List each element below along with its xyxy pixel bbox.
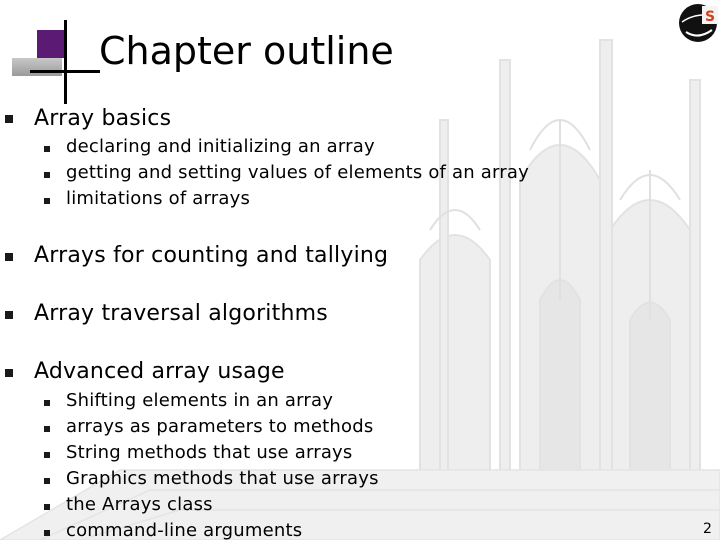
outline-subitem: command-line arguments xyxy=(66,520,303,540)
page-number: 2 xyxy=(703,521,712,537)
outline-subitem: getting and setting values of elements of an array xyxy=(66,162,529,183)
sub-bullet-square-icon xyxy=(44,400,50,406)
outline-subitem: the Arrays class xyxy=(66,494,213,515)
sub-bullet-square-icon xyxy=(44,426,50,432)
sub-bullet-square-icon xyxy=(44,146,50,152)
bullet-square-icon xyxy=(5,369,13,377)
bullet-square-icon xyxy=(5,311,13,319)
sub-bullet-square-icon xyxy=(44,504,50,510)
sub-bullet-square-icon xyxy=(44,172,50,178)
outline-subitem: declaring and initializing an array xyxy=(66,136,375,157)
bullet-square-icon xyxy=(5,253,13,261)
outline-item-counting-tallying: Arrays for counting and tallying xyxy=(34,243,389,268)
logo-letter: S xyxy=(705,9,716,25)
bullet-square-icon xyxy=(5,115,13,123)
outline-item-advanced-usage: Advanced array usage xyxy=(34,359,285,384)
outline-subitem: arrays as parameters to methods xyxy=(66,416,374,437)
outline-subitem: String methods that use arrays xyxy=(66,442,353,463)
outline-subitem: Graphics methods that use arrays xyxy=(66,468,379,489)
outline-subitem: limitations of arrays xyxy=(66,188,251,209)
outline-subitem: Shifting elements in an array xyxy=(66,390,334,411)
slide-title: Chapter outline xyxy=(99,29,394,73)
sub-bullet-square-icon xyxy=(44,478,50,484)
outline-item-traversal-algorithms: Array traversal algorithms xyxy=(34,301,328,326)
outline-item-array-basics: Array basics xyxy=(34,106,172,131)
sub-bullet-square-icon xyxy=(44,452,50,458)
sub-bullet-square-icon xyxy=(44,198,50,204)
sub-bullet-square-icon xyxy=(44,530,50,536)
